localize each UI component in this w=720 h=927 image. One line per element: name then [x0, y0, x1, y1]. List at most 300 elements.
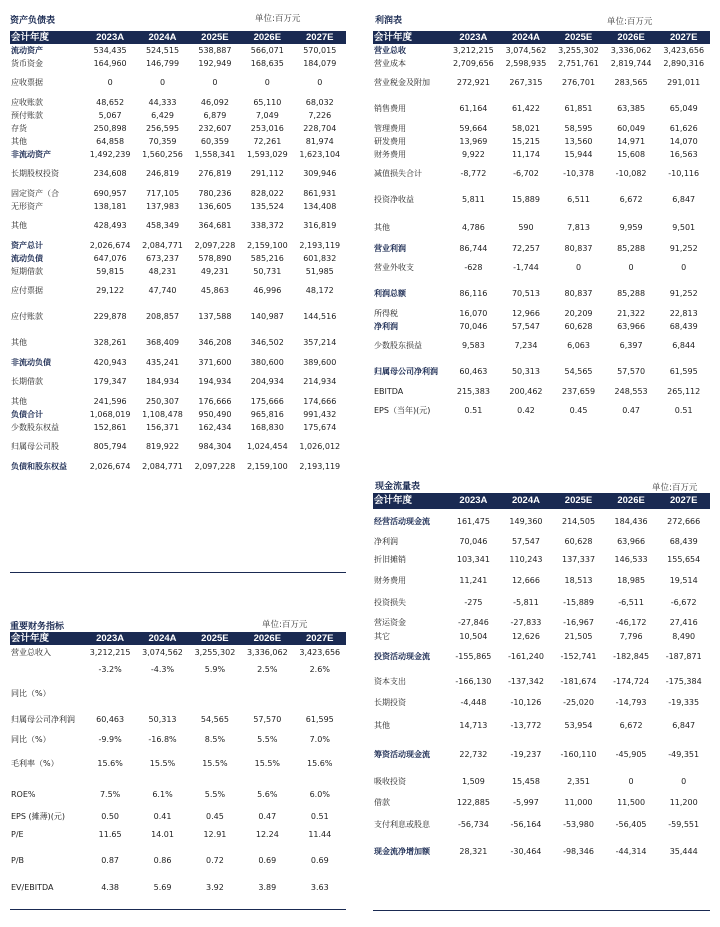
cell-value: 15.5% [149, 759, 176, 768]
table-row [10, 434, 346, 460]
row-label: 资产总计 [11, 240, 43, 250]
table-row [10, 122, 346, 135]
cell-value: -53,980 [563, 820, 594, 829]
cell-value: 6.1% [152, 789, 173, 799]
table-row [373, 122, 710, 135]
cell-value [294, 680, 346, 708]
row-label: 营业外收支 [374, 263, 414, 272]
cell-value: 194,934 [198, 377, 232, 386]
cell-value: 6,511 [567, 195, 590, 204]
table-row [10, 645, 346, 660]
table-row [373, 57, 710, 70]
table-row [10, 878, 346, 898]
cell-value: 65,110 [253, 97, 282, 107]
cell-value: 420,943 [93, 357, 127, 367]
cell-value: -181,674 [560, 677, 597, 686]
cell-value: 965,816 [250, 409, 284, 419]
cell-value: -13,772 [510, 721, 542, 730]
cell-value: 276,701 [561, 78, 596, 87]
cell-value: 70,513 [511, 289, 540, 298]
cell-value: 14,070 [669, 136, 698, 146]
table-row [10, 200, 346, 213]
cell-value: 57,570 [253, 715, 282, 724]
cell-value: 2,193,119 [299, 461, 341, 471]
cell-value: 3.63 [310, 883, 329, 892]
cell-value: 28,321 [459, 847, 488, 856]
row-label: 营业总收入 [11, 647, 51, 657]
row-label: 预付账款 [11, 110, 43, 120]
table-row [373, 615, 710, 630]
cell-value: 53,954 [564, 721, 593, 730]
cell-value: 2,026,674 [89, 240, 131, 250]
cell-value: 70,046 [459, 321, 488, 331]
cell-value: 16,070 [459, 308, 488, 318]
row-label: 净利润 [374, 536, 398, 546]
cell-value: -4.3% [150, 665, 175, 674]
row-label: 所得税 [374, 308, 398, 318]
cell-value: -160,110 [560, 750, 597, 759]
cell-value: 11.44 [308, 830, 332, 839]
cell-value: 91,252 [669, 243, 698, 253]
cell-value: 103,341 [456, 555, 490, 564]
table-row [373, 320, 710, 333]
row-label [10, 660, 84, 680]
cell-value: 0 [264, 78, 270, 87]
cell-value: -5,997 [513, 798, 539, 807]
cell-value: 63,966 [617, 536, 646, 546]
row-label: 流动资产 [11, 45, 43, 55]
cell-value: 60,628 [564, 536, 593, 546]
row-label: 管理费用 [374, 123, 406, 133]
cashflow-bottom-rule [373, 910, 710, 911]
cell-value: -1,744 [513, 263, 539, 272]
table-row [373, 839, 710, 865]
table-row [10, 708, 346, 732]
table-row [10, 70, 346, 96]
table-row [10, 680, 346, 708]
cell-value: 647,076 [93, 253, 127, 263]
cell-value: 192,949 [198, 58, 232, 68]
table-row [373, 591, 710, 615]
cell-value: 176,666 [198, 396, 232, 406]
cell-value: -27,833 [510, 617, 542, 627]
cell-value: -4,448 [460, 697, 487, 707]
cell-value: 48,652 [96, 97, 125, 107]
cell-value: -56,405 [615, 820, 647, 829]
row-label: ROE% [11, 789, 36, 799]
cell-value: 6,844 [672, 341, 696, 350]
cell-value: 7,813 [567, 222, 590, 232]
cashflow-header-row [373, 493, 710, 509]
row-label: 营业税金及附加 [374, 78, 430, 87]
row-label: P/E [11, 830, 24, 839]
cell-value: 272,921 [456, 78, 490, 87]
cell-value: 50,731 [253, 266, 282, 276]
cell-value: 144,516 [303, 312, 337, 321]
row-label: 借款 [374, 798, 390, 807]
cell-value: 50,313 [511, 367, 540, 376]
table-row [10, 109, 346, 122]
cell-value: 2,890,316 [663, 58, 705, 68]
cell-value: 72,261 [253, 136, 282, 146]
row-label: 存货 [11, 123, 27, 133]
row-label: 长期投资 [374, 697, 406, 707]
cell-value: 60,359 [200, 136, 229, 146]
cell-value: 5.5% [257, 734, 278, 744]
cell-value: 566,071 [250, 45, 284, 55]
cell-value: 61,164 [459, 104, 488, 113]
row-label: 现金流净增加额 [374, 847, 430, 856]
cell-value: -56,164 [510, 820, 542, 829]
cell-value: 5.69 [153, 883, 172, 892]
cell-value: 60,463 [96, 715, 125, 724]
cell-value: 538,887 [198, 45, 232, 55]
cell-value: 534,435 [93, 45, 127, 55]
cell-value: 585,216 [250, 253, 284, 263]
cell-value: 9,501 [672, 222, 696, 232]
cell-value: -174,724 [613, 677, 650, 686]
cell-value: 6,429 [151, 110, 174, 120]
cell-value: 64,858 [96, 136, 125, 146]
row-label: P/B [11, 856, 25, 865]
cell-value: 60,463 [459, 367, 488, 376]
table-row [10, 660, 346, 680]
cell-value: 81,974 [305, 136, 334, 146]
cell-value: -275 [464, 598, 483, 607]
row-label: 筹资活动现金流 [374, 750, 430, 759]
table-row [10, 135, 346, 148]
cell-value: -10,126 [510, 697, 542, 707]
row-label: 营业总收 [374, 45, 406, 55]
cell-value: -10,116 [668, 169, 700, 178]
income-statement [373, 31, 710, 424]
header-year: 2023A [84, 31, 136, 44]
cell-value: 200,462 [509, 386, 543, 396]
cell-value: 0.69 [310, 856, 329, 865]
cell-value: 9,959 [619, 222, 643, 232]
cell-value: 6,847 [672, 195, 696, 204]
table-row [373, 694, 710, 711]
cell-value: 51,985 [305, 266, 334, 276]
cell-value: 232,607 [198, 123, 232, 133]
cell-value: 14.01 [151, 830, 174, 839]
balance-header-row [10, 31, 346, 44]
row-label: 短期借款 [11, 266, 43, 276]
cell-value: 3,212,215 [89, 647, 131, 657]
balance-sheet-title: 资产负债表 [10, 16, 56, 26]
header-year: 2023A [447, 31, 500, 44]
cell-value: 241,596 [93, 396, 127, 406]
cell-value: 0.47 [258, 812, 277, 821]
balance-sheet [10, 31, 346, 473]
cell-value: 57,547 [511, 536, 540, 546]
cell-value: 57,570 [617, 367, 646, 376]
row-label: 其他 [374, 222, 390, 232]
table-row [10, 148, 346, 161]
cell-value: 0.50 [101, 812, 120, 821]
cell-value: 1,558,341 [194, 149, 236, 159]
header-year: 2024A [136, 31, 188, 44]
cell-value: 253,016 [250, 123, 284, 133]
cell-value: 246,819 [145, 169, 180, 178]
cell-value: 0.42 [517, 406, 535, 415]
row-label: 吸收投资 [374, 777, 406, 786]
table-row [10, 460, 346, 473]
header-year: 2024A [500, 493, 553, 509]
cell-value: -187,871 [665, 652, 702, 661]
cell-value: 168,830 [250, 422, 284, 432]
cell-value: 12,966 [511, 308, 540, 318]
cell-value [136, 680, 188, 708]
cell-value: 7,234 [514, 341, 538, 350]
row-label: 净利润 [374, 321, 398, 331]
cell-value: -45,905 [615, 750, 647, 759]
cell-value: 21,322 [617, 308, 646, 318]
cell-value: 214,934 [303, 377, 337, 386]
cell-value: -44,314 [615, 847, 647, 856]
cell-value: 208,857 [145, 312, 180, 321]
cell-value: 3,255,302 [558, 45, 599, 55]
cell-value: 46,092 [200, 97, 229, 107]
row-label: 负债合计 [11, 409, 43, 419]
row-label: 其他 [374, 721, 390, 730]
cell-value: 7,226 [308, 110, 332, 120]
income-statement-title: 利润表 [375, 16, 403, 26]
cell-value: 184,934 [145, 377, 180, 386]
cell-value: 291,011 [667, 78, 701, 87]
cell-value: 7,049 [255, 110, 279, 120]
row-label: 归属母公司股 [11, 442, 59, 451]
table-row [10, 187, 346, 200]
table-row [373, 509, 710, 534]
row-label: 无形资产 [11, 201, 43, 211]
cell-value: 15,944 [564, 149, 593, 159]
cell-value: 1,492,239 [89, 149, 131, 159]
cell-value: 328,261 [93, 338, 127, 347]
cell-value: 138,181 [93, 201, 127, 211]
table-row [373, 242, 710, 255]
row-label: 归属母公司净利润 [374, 367, 438, 376]
cashflow-unit: 单位:百万元 [652, 483, 698, 493]
cell-value: 91,252 [669, 289, 698, 298]
cell-value: 428,493 [93, 221, 127, 230]
cell-value: -9.9% [98, 734, 122, 744]
cell-value: -182,845 [613, 652, 650, 661]
cell-value: 137,588 [198, 312, 232, 321]
cell-value: 2.6% [309, 665, 330, 674]
cell-value: 161,475 [456, 516, 490, 526]
cell-value: 61,595 [669, 367, 698, 376]
cell-value: 11,241 [459, 576, 488, 585]
header-year: 2026E [241, 632, 293, 645]
cell-value: 58,021 [511, 123, 540, 133]
cell-value: 175,674 [303, 422, 337, 432]
table-row [10, 395, 346, 408]
table-row [373, 670, 710, 694]
cell-value: 250,307 [145, 396, 180, 406]
row-label: 销售费用 [374, 104, 406, 113]
cell-value: 0.45 [569, 406, 588, 415]
cell-value: 1,024,454 [246, 442, 288, 451]
cell-value: 248,553 [614, 386, 648, 396]
cell-value: 184,079 [303, 58, 337, 68]
cell-value: 2,819,744 [610, 58, 652, 68]
cell-value: 0 [681, 263, 687, 272]
cell-value: 149,360 [509, 516, 543, 526]
indicators-header-row [10, 632, 346, 645]
cashflow [373, 493, 710, 865]
cell-value: 15.5% [202, 759, 228, 768]
cell-value: 357,214 [303, 338, 337, 347]
cell-value: 3,255,302 [194, 647, 236, 657]
cell-value: 60,628 [564, 321, 593, 331]
row-label: 投资活动现金流 [374, 652, 430, 661]
cell-value: -161,240 [507, 652, 544, 661]
cell-value: 5.9% [204, 665, 226, 674]
table-row [373, 281, 710, 307]
cell-value: 174,666 [303, 396, 337, 406]
row-label: 投资损失 [374, 598, 406, 607]
table-row [10, 808, 346, 826]
table-row [373, 811, 710, 839]
cell-value: 49,231 [200, 266, 229, 276]
table-row [373, 644, 710, 670]
row-label: 应付票据 [11, 286, 43, 295]
table-row [373, 148, 710, 161]
cell-value: 59,664 [459, 123, 488, 133]
cell-value: 570,015 [303, 45, 337, 55]
cell-value: -175,384 [665, 677, 702, 686]
cell-value: 861,931 [303, 188, 337, 198]
cell-value: 346,502 [250, 338, 284, 347]
table-row [10, 304, 346, 330]
cell-value: 3,423,656 [663, 45, 705, 55]
cell-value: 309,946 [303, 169, 337, 178]
row-label: 负债和股东权益 [11, 461, 67, 471]
table-row [10, 213, 346, 239]
cell-value: 54,565 [200, 715, 229, 724]
cell-value: 3,074,562 [142, 647, 183, 657]
cell-value: 16,563 [669, 149, 698, 159]
row-label: 长期股权投资 [11, 169, 59, 178]
cell-value: 2,193,119 [299, 240, 341, 250]
row-label: 减值损失合计 [374, 169, 422, 178]
cell-value: 9,583 [461, 341, 485, 350]
cell-value: 2,084,771 [142, 240, 183, 250]
cell-value: 155,654 [667, 555, 701, 564]
cell-value: 690,957 [93, 188, 127, 198]
cell-value: 59,815 [96, 266, 125, 276]
table-row [373, 307, 710, 320]
cell-value: 18,985 [617, 576, 646, 585]
cell-value: 3.89 [258, 883, 277, 892]
cell-value: 11,200 [669, 798, 698, 807]
cell-value: 22,813 [669, 308, 698, 318]
header-label: 会计年度 [10, 31, 84, 44]
cell-value: 458,349 [145, 221, 180, 230]
cell-value: 156,371 [145, 422, 180, 432]
header-year: 2024A [136, 632, 188, 645]
cell-value: 0.47 [622, 406, 640, 415]
cell-value: 137,337 [561, 555, 596, 564]
cell-value: 46,996 [253, 286, 282, 295]
cell-value: 7.5% [99, 789, 121, 799]
cell-value: 136,605 [198, 201, 232, 211]
cell-value: 7.0% [309, 734, 330, 744]
cell-value: 237,659 [561, 386, 596, 396]
cell-value: 1,560,256 [142, 149, 183, 159]
cell-value: 950,490 [198, 409, 232, 419]
header-year: 2026E [241, 31, 293, 44]
header-year: 2026E [605, 493, 658, 509]
row-label: 应付账款 [11, 312, 43, 321]
row-label: 其他 [11, 136, 27, 146]
cell-value: 0.41 [153, 812, 172, 821]
header-year: 2027E [657, 493, 710, 509]
cashflow-title: 现金流量表 [375, 482, 421, 492]
row-label: 营业利润 [374, 243, 406, 253]
table-row [10, 252, 346, 265]
cell-value: 13,969 [459, 136, 488, 146]
table-row [373, 741, 710, 769]
cell-value: 229,878 [93, 312, 127, 321]
header-year: 2026E [605, 31, 658, 44]
table-row [373, 44, 710, 57]
indicators-title: 重要财务指标 [10, 622, 65, 632]
table-row [10, 844, 346, 878]
cell-value: 152,861 [93, 422, 127, 432]
row-label: 利润总额 [374, 289, 406, 298]
table-row [10, 96, 346, 109]
indicators-unit: 单位:百万元 [262, 620, 308, 630]
header-year: 2025E [552, 493, 605, 509]
cell-value: 72,257 [511, 243, 540, 253]
row-label: EV/EBITDA [11, 883, 54, 892]
row-label: 同比（%） [11, 734, 51, 744]
row-label: 财务费用 [374, 576, 406, 585]
cell-value: 316,819 [303, 221, 337, 230]
cell-value: 15,608 [617, 149, 646, 159]
cell-value: 85,288 [617, 243, 646, 253]
cashflow-table [373, 493, 710, 865]
cell-value: 0 [628, 777, 634, 786]
cell-value: 4.38 [101, 883, 120, 892]
cell-value: 5,811 [461, 195, 485, 204]
cell-value: 14,971 [617, 136, 646, 146]
cell-value: 234,608 [93, 169, 127, 178]
cell-value: 0.72 [206, 856, 224, 865]
cell-value: 22,732 [459, 750, 488, 759]
cell-value: 15,889 [511, 195, 540, 204]
cell-value: 21,505 [564, 632, 593, 641]
cell-value: 380,600 [250, 357, 284, 367]
header-label: 会计年度 [373, 31, 447, 44]
cell-value: 6,672 [619, 721, 643, 730]
header-year: 2025E [552, 31, 605, 44]
row-label: 财务费用 [374, 149, 406, 159]
cell-value: 267,315 [509, 78, 543, 87]
table-row [10, 278, 346, 304]
cell-value: 984,304 [198, 442, 232, 451]
cell-value: 368,409 [145, 338, 180, 347]
cell-value: 70,046 [459, 536, 488, 546]
cell-value: 140,987 [250, 312, 284, 321]
cell-value: 256,595 [145, 123, 180, 133]
cell-value: -6,511 [618, 598, 644, 607]
cell-value: 1,593,029 [246, 149, 288, 159]
cell-value: -19,335 [668, 697, 700, 707]
cell-value: 272,666 [667, 516, 701, 526]
